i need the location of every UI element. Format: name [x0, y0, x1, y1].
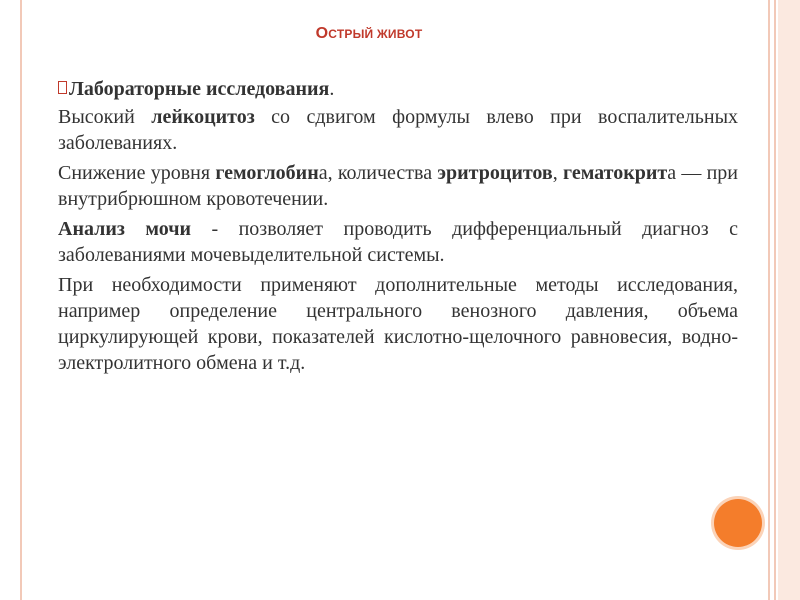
p2-text-3: , [552, 162, 563, 184]
paragraph-leukocytosis [58, 104, 738, 156]
slide-title-rest: СТРЫЙ ЖИВОТ [328, 27, 423, 41]
p2-bold-1: гемоглобин [215, 162, 319, 184]
p1-bold-1: лейкоцитоз [151, 106, 255, 128]
right-border-band [778, 0, 800, 600]
heading-text: Лабораторные исследования [69, 78, 330, 100]
heading-dot: . [329, 78, 335, 100]
slide-title [0, 25, 738, 43]
p1-text-2: со сдвигом формулы влево при воспалительных заболеваниях. [58, 106, 739, 154]
square-bullet-icon [58, 81, 67, 94]
slide-body [58, 76, 738, 380]
paragraph-hemoglobin [58, 160, 738, 212]
p2-text-2: а, количества [318, 162, 438, 184]
p2-text-1: Снижение уровня [58, 162, 216, 184]
p1-text-1: Высокий [58, 106, 152, 128]
left-border-line [20, 0, 22, 600]
slide-title-initial: О [315, 25, 329, 42]
p3-bold-1: Анализ мочи [58, 218, 192, 240]
p2-bold-2: эритроцитов [437, 162, 553, 184]
right-border-line-inner [774, 0, 776, 600]
p2-text-4: а — при внутрибрюшном кровотечении. [58, 162, 739, 210]
orange-circle-icon [714, 499, 762, 547]
right-border-line [768, 0, 770, 600]
paragraph-urine-analysis [58, 216, 738, 268]
p2-bold-3: гематокрит [563, 162, 668, 184]
paragraph-additional-methods: При необходимости применяют дополнительные методы исследования, например определение центрального венозного давления, объема циркулирующей крови, показателей кислотно-щелочного равновесия, водно-электролитного обмена и т.д. [58, 274, 738, 374]
section-heading [58, 76, 738, 102]
p3-text-1: - позволяет проводить дифференциальный диагноз с заболеваниями мочевыделительной системы. [58, 218, 738, 266]
